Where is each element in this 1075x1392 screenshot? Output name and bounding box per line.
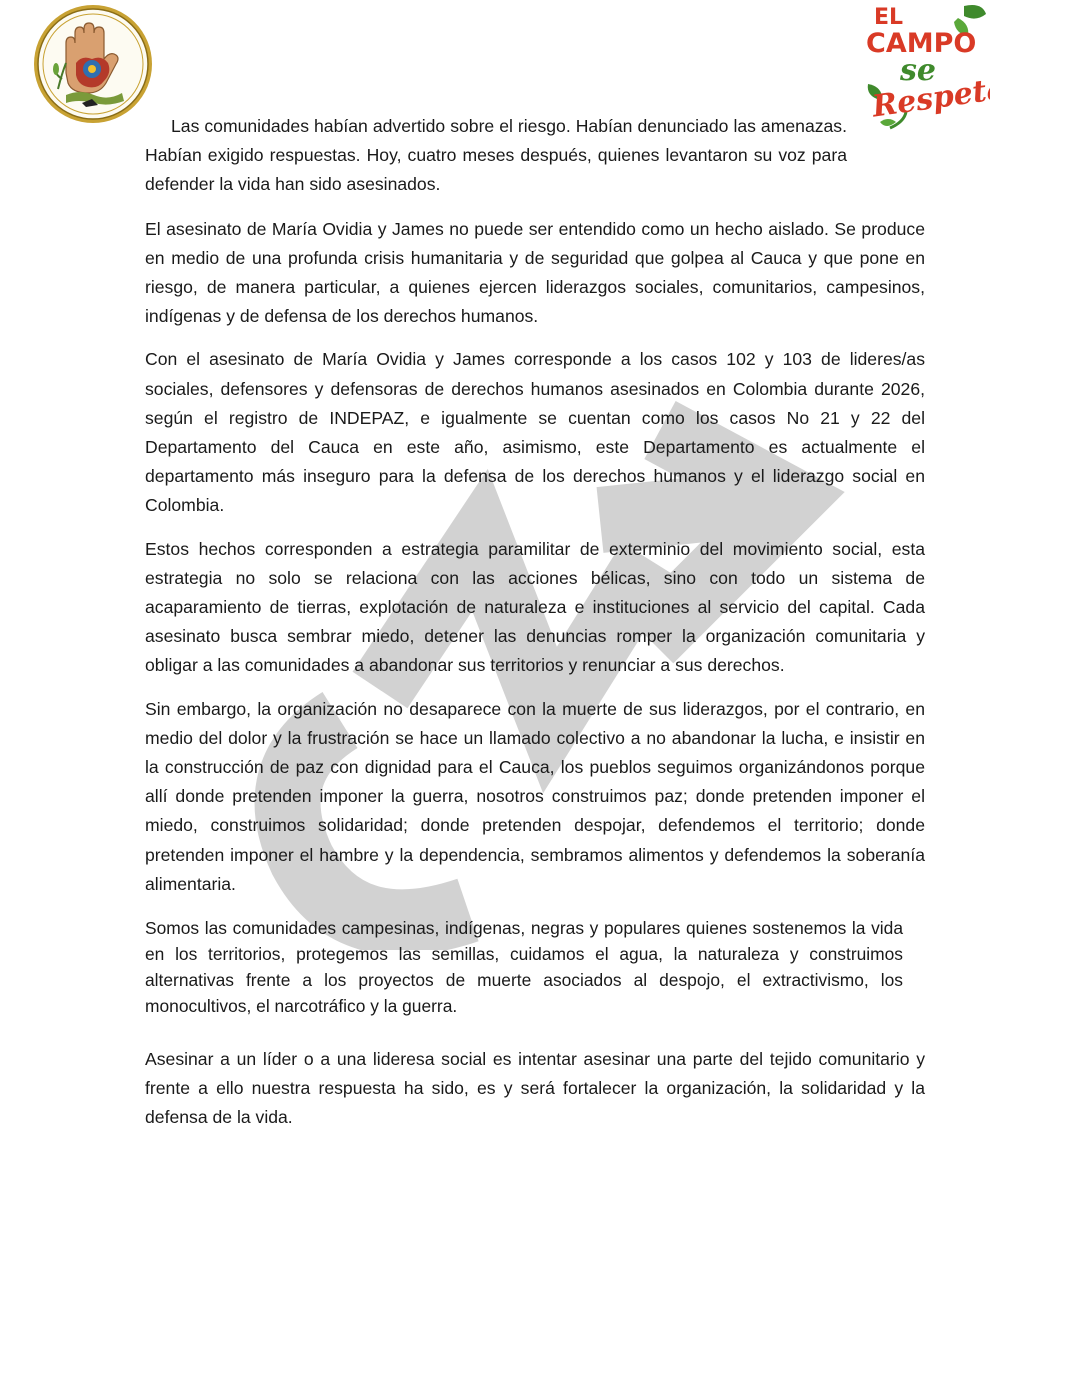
svg-text:CAMPO: CAMPO: [866, 28, 977, 59]
paragraph: Con el asesinato de María Ovidia y James corresponde a los casos 102 y 103 de lideres/as sociales, defensores y defensoras de derechos humanos asesinados en Colombia durante 2026, según el registro de INDEPAZ, e igualmente se cuentan como los casos No 21 y 22 del Departamento del Cauca en este año, asimismo, este Departamento es actualmente el departamento más inseguro para la defensa de los derechos humanos y el liderazgo social en Colombia.: [145, 349, 925, 516]
organization-seal-logo: [32, 3, 154, 125]
paragraph: Somos las comunidades campesinas, indígenas, negras y populares quienes sostenemos la vida en los territorios, protegemos las semillas, cuidamos el agua, la naturaleza y construimos alternativas frente a los proyectos de muerte asociados al despojo, el extractivismo, los monocultivos, el narcotráfico y la guerra.: [145, 918, 903, 1017]
svg-text:EL: EL: [874, 5, 904, 30]
paragraph: El asesinato de María Ovidia y James no puede ser entendido como un hecho aislado. Se produce en medio de una profunda crisis humanitaria y de seguridad que golpea al Cauca y que pone en riesgo, de manera particular, a quienes ejercen liderazgos sociales, comunitarios, campesinos, indígenas y de defensa de los derechos humanos.: [145, 218, 925, 327]
svg-text:Respeta: Respeta: [870, 71, 990, 125]
paragraph: Sin embargo, la organización no desaparece con la muerte de sus liderazgos, por el contrario, en medio del dolor y la frustración se hace un llamado colectivo a no abandonar la lucha, e insistir en la construcción de paz con dignidad para el Cauca, los pueblos seguimos organizándonos porque allí donde pretenden imponer la guerra, nosotros construimos paz; donde pretenden imponer el miedo, construimos solidaridad; donde pretenden despojar, defendemos el territorio; donde pretenden imponer el hambre y la dependencia, sembramos alimentos y defendemos la soberanía alimentaria.: [145, 698, 925, 894]
paragraph: Asesinar a un líder o a una lideresa social es intentar asesinar una parte del tejido comunitario y frente a ello nuestra respuesta ha sido, es y será fortalecer la organización, la solidaridad y la defensa de la vida.: [145, 1049, 925, 1128]
document-body: [145, 112, 925, 1133]
paragraph: Estos hechos corresponden a estrategia paramilitar de exterminio del movimiento social, esta estrategia no solo se relaciona con las acciones bélicas, sino con todo un sistema de acaparamiento de tierras, explotación de naturaleza e instituciones al servicio del capital. Cada asesinato busca sembrar miedo, detener las denuncias romper la organización comunitaria y obligar a las comunidades a abandonar sus territorios y renunciar a sus derechos.: [145, 538, 925, 676]
paragraph: Las comunidades habían advertido sobre el riesgo. Habían denunciado las amenazas. Habían exigido respuestas. Hoy, cuatro meses después, quienes levantaron su voz para defender la vida han sido asesinados.: [145, 116, 847, 195]
svg-text:se: se: [900, 53, 936, 88]
seal-icon: [32, 3, 154, 125]
